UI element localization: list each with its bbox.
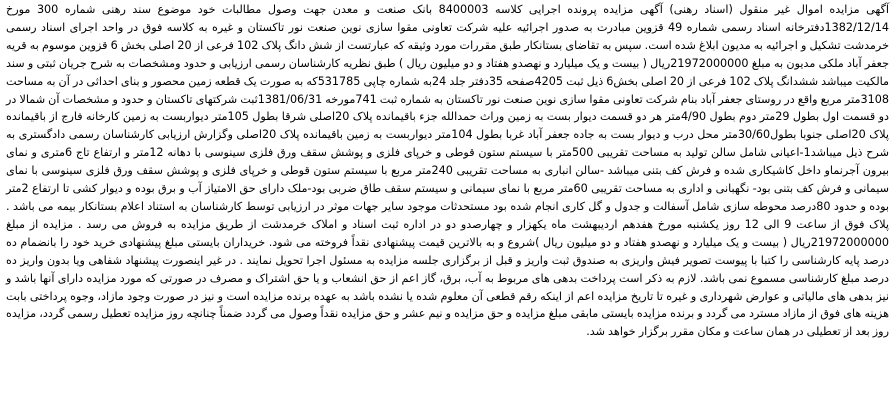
- auction-notice-text: آگهی مزایده اموال غیر منقول (اسناد رهنی) آگهی مزایده پرونده اجرایی کلاسه 8400003 بانک صنعت و معدن جهت وصول مطالبات خود موضوع سند رهنی شماره 300 مورخ 1382/12/14دفترخانه اسناد رسمی شماره 49 قزوین مبادرت به صدور اجرائیه علیه شرکت تعاونی مقوا سازی نوین صنعت نور تاکستان و غیره به کلاسه فوق در واحد اجرای اسناد رسمی خرمدشت تشکیل و اجرائیه به مدیون ابلاغ شده است. سپس به تقاضای بستانکار طبق مقررات مورد وثیقه که عبارتست از شش دانگ پلاک 102 فرعی از 20 اصلی بخش 6 قزوین موسوم به قریه جعفر آباد ملکی مدیون به مبلغ 21972000000ریال ( بیست و یک میلیارد و نهصدو هفتاد و دو میلیون ریال ) طبق نظریه کارشناسان رسمی ارزیابی و حدود ومشخصات به شرح جریان ثبتی و سند مالکیت میباشد ششدانگ پلاک 102 فرعی از 20 اصلی بخش6 ذیل ثبت 4205صفحه 35دفتر جلد 24به شماره چاپی 531785که به صورت یک قطعه زمین محصور و بنای احداثی در آن به مساحت 3108متر مربع واقع در روستای جعفر آباد بنام شرکت تعاونی مقوا سازی نوین صنعت نور تاکستان به شماره ثبت 741مورخه 1381/06/31ثبت شرکتهای تاکستان و حدود و مشخصات آن شمالا در دو قسمت اول بطول 29متر دوم بطول 4/90متر هر دو قسمت دیوار بست به زمین وراث حمدالله جزء باقیمانده پلاک 20اصلی شرقا بطول 105متر دیواربست به زمین کارخانه فارج از باقیمانده پلاک 20اصلی جنوبا بطول30/60متر محل درب و دیوار بست به جاده جعفر آباد غربا بطول 104متر دیواربست به زمین باقیمانده پلاک 20اصلی وگزارش ارزیابی کارشناسان رسمی دادگستری به شرح ذیل میباشد1-اعیانی شامل سالن تولید به مساحت تقریبی 500متر با سیستم ستون قوطی و خرپای فلزی و پوشش سقف ورق فلزی سینوسی با دهانه 12متر و ارتفاع تاج 6متری و نمای بیرون آجرنماو داخل کاشیکاری شده و فرش کف بتنی میباشد -سالن انباری به مساحت تقریبی 240متر مربع با سیستم ستون قوطی و خرپای فلزی و پوشش سقف ورق فلزی سینوسی با نمای سیمانی و فرش کف بتنی بود- نگهبانی و اداری به مساحت تقریبی 60متر مربع با نمای سیمانی و سیستم سقف طاق ضربی بود-ملک دارای حق الامتیاز آب و برق بوده و دیوار کشی تا ارتفاع 2متر بوده و حدود 80درصد محوطه سازی شامل آسفالت و جدول و گل کاری انجام شده بود مستحدثات موجود سایر جهات موثر در ارزیابی توسط کارشناسان به استناد اعلام بستانکار بیمه می باشد . پلاک فوق از ساعت 9 الی 12 روز یکشنبه مورخ هفدهم اردیبهشت ماه یکهزار و چهارصدو دو در اداره ثبت اسناد و املاک خرمدشت از طریق مزایده به فروش می رسد . مزایده از مبلغ 21972000000ریال ( بیست و یک میلیارد و نهصدو هفتاد و دو میلیون ریال )شروع و به بالاترین قیمت پیشنهادی نقداً فروخته می شود. خریداران بایستی مبلغ پیشنهادی خرید خود را بانضمام ده درصد پایه کارشناسی را کتبا با پیوست تصویر فیش واریزی به صندوق ثبت واریز و قبل از برگزاری جلسه مزایده به مسئول اجرا تحویل نمایند . در غیر اینصورت پیشنهاد شفاهی ویا بدون واریز ده درصد مبلغ کارشناسی مسموع نمی باشد. لازم به ذکر است پرداخت بدهی های مربوط به آب، برق، گاز اعم از حق انشعاب و یا حق اشتراک و مصرف در صورتی که مورد مزایده دارای آنها باشد و نیز بدهی های مالیاتی و عوارض شهرداری و غیره تا تاریخ مزایده اعم از اینکه رقم قطعی آن معلوم شده یا نشده باشد به عهده برنده مزایده است و نیز در صورت وجود مازاد، وجوه پرداختی بابت هزینه های فوق از مازاد مسترد می گردد و برنده مزایده بایستی مابقی مبلغ مزایده و حق مزایده و نیم عشر و حق مزایده نقداً وصول می گردد ضمناً چنانچه روز مزایده تعطیل رسمی گردد، مزایده روز بعد از تعطیلی در همان ساعت و مکان مقرر برگزار خواهد شد.: [6, 3, 890, 339]
